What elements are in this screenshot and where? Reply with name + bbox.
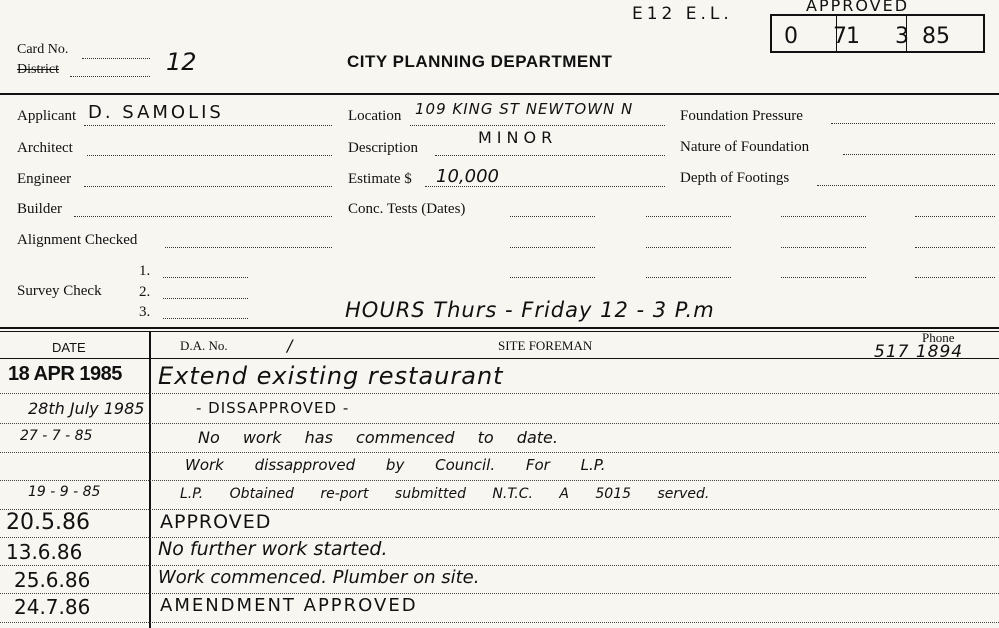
approval-month: 1 3	[846, 24, 923, 49]
description-value: MINOR	[478, 128, 558, 147]
architect-label: Architect	[17, 140, 73, 156]
estimate-label: Estimate $	[348, 171, 412, 187]
entry-text: L.P. Obtained re-port submitted N.T.C. A 5015 served.	[180, 486, 710, 502]
entry-date: 24.7.86	[14, 595, 91, 619]
depth-of-footings-label: Depth of Footings	[680, 170, 790, 186]
alignment-label: Alignment Checked	[17, 232, 138, 248]
entry-text: - DISSAPPROVED -	[196, 399, 350, 417]
entry-text: Work dissapproved by Council. For L.P.	[185, 456, 606, 474]
approved-stamp-label: APPROVED	[806, 0, 910, 15]
approval-day: 0 7	[784, 24, 861, 49]
entry-date: 13.6.86	[6, 540, 83, 564]
entry-text: Work commenced. Plumber on site.	[158, 567, 480, 588]
engineer-label: Engineer	[17, 171, 72, 187]
card-no-label: Card No.	[17, 42, 69, 57]
foundation-pressure-label: Foundation Pressure	[680, 108, 803, 124]
top-note: E12 E.L.	[632, 4, 733, 24]
entry-date: 25.6.86	[14, 568, 91, 592]
entry-date: 28th July 1985	[28, 399, 145, 418]
applicant-label: Applicant	[17, 108, 77, 124]
site-foreman-header: SITE FOREMAN	[498, 338, 593, 353]
entry-date: 27 - 7 - 85	[20, 428, 93, 444]
entry-text: No further work started.	[158, 538, 388, 560]
entry-text: APPROVED	[160, 511, 272, 533]
entry-text: AMENDMENT APPROVED	[160, 595, 418, 616]
survey-1-label: 1.	[139, 263, 151, 279]
district-label: District	[17, 62, 59, 77]
conc-tests-label: Conc. Tests (Dates)	[348, 201, 466, 217]
approval-year: 85	[922, 24, 950, 49]
page-title: CITY PLANNING DEPARTMENT	[347, 52, 613, 71]
card-no-value: 12	[166, 48, 197, 76]
location-value: 109 KING ST NEWTOWN N	[415, 100, 634, 118]
estimate-value: 10,000	[436, 166, 499, 187]
da-no-header: D.A. No.	[180, 338, 228, 353]
entry-text: No work has commenced to date.	[198, 428, 558, 447]
entry-date: 20.5.86	[6, 510, 90, 535]
builder-label: Builder	[17, 201, 62, 217]
applicant-value: D. SAMOLIS	[88, 102, 224, 123]
phone-value: 517 1894	[874, 342, 964, 362]
survey-3-label: 3.	[139, 304, 151, 320]
location-label: Location	[348, 108, 402, 124]
entry-text: Extend existing restaurant	[158, 362, 504, 390]
date-column-header: DATE	[52, 340, 86, 355]
description-label: Description	[348, 140, 418, 156]
entry-date: 18 APR 1985	[8, 363, 122, 385]
survey-2-label: 2.	[139, 284, 151, 300]
entry-date: 19 - 9 - 85	[28, 484, 101, 500]
phone-header: Phone	[922, 330, 955, 345]
nature-of-foundation-label: Nature of Foundation	[680, 139, 810, 155]
da-no-value: /	[287, 336, 293, 355]
hours-note: HOURS Thurs - Friday 12 - 3 P.m	[345, 298, 715, 322]
survey-check-label: Survey Check	[17, 283, 102, 299]
